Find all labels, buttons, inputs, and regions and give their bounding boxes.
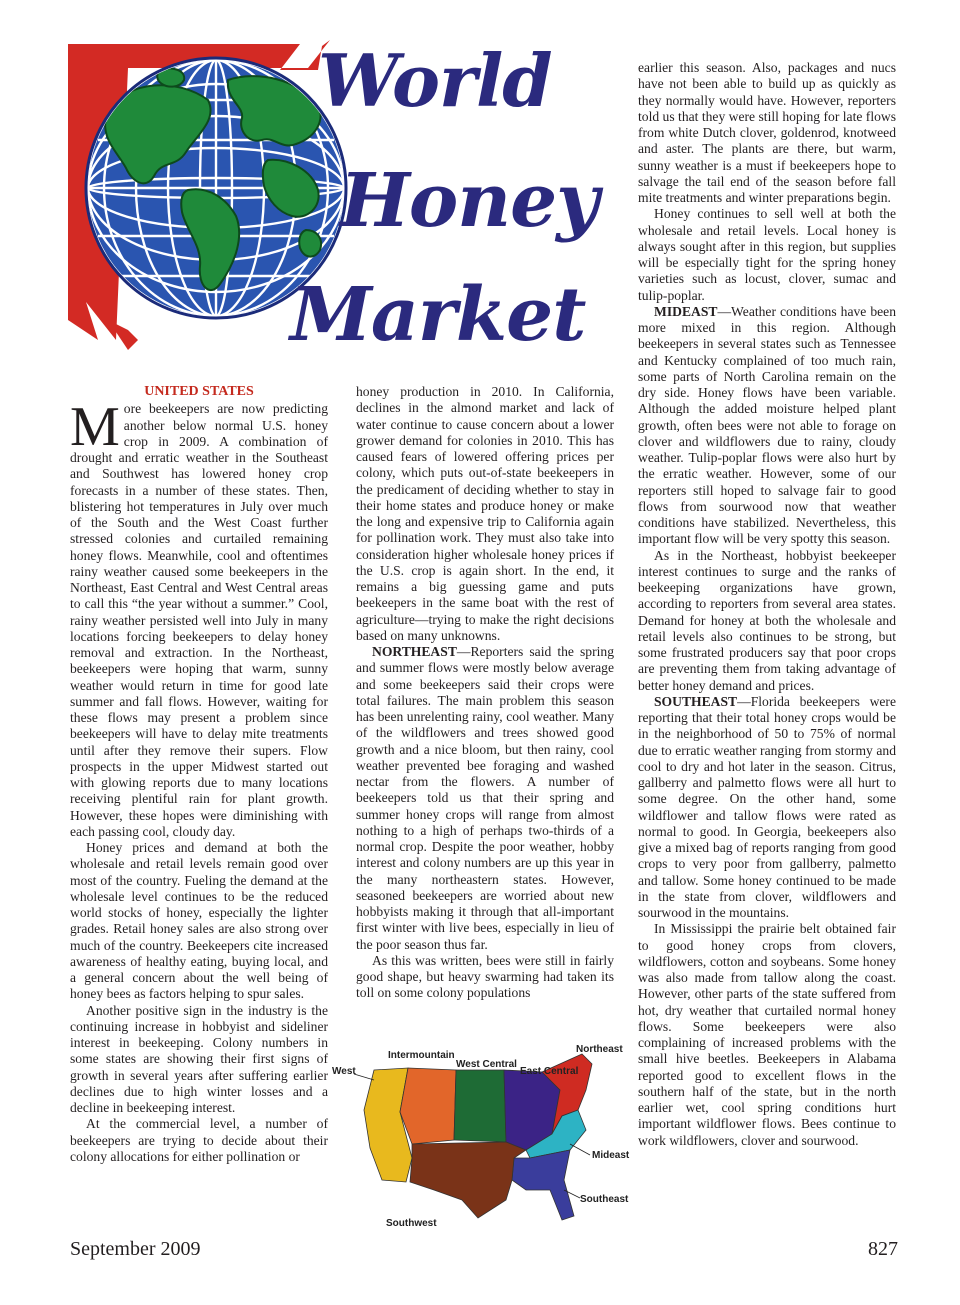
title-honey: Honey [340, 158, 599, 244]
paragraph: Another positive sign in the industry is the continuing increase in hobbyist and sideliner interest in beekeeping. Colony numbers in some states are showing their first signs of growth in several years after suffering earlier declines due to high winter losses and a decline in beekeeping interest. [70, 1002, 328, 1115]
paragraph: As this was written, bees were still in fairly good shape, but heavy swarming had taken its toll on some colony populations [356, 952, 614, 1001]
map-label-mideast: Mideast [592, 1150, 630, 1161]
footer-date: September 2009 [70, 1238, 201, 1260]
paragraph: In Mississippi the prairie belt obtained fair to good honey crops from clovers, wildflowers, cotton and soybeans. Some honey was also made from tallow along the coast. However, other parts of the state suffered from hot, dry weather that curtailed normal honey flows. Some beekeepers were also complaining of increased problems with the small hive beetles. Beekeepers in Alabama reported good to excellent flows in the southern half of the state, but in the north earlier wet, cool spring conditions hurt important wildflower flows. Bees continue to work wildflowers, clover and sourwood. [638, 921, 896, 1148]
paragraph: As in the Northeast, hobbyist beekeeper interest continues to surge and the ranks of beekeeping organizations have grown, according to reporters from several area states. Demand for honey at both the wholesale and retail levels also continues to be strong, but some frustrated producers say that poor crops are preventing them from taking advantage of better honey demand and prices. [638, 547, 896, 693]
map-label-west: West [332, 1066, 356, 1077]
title-market: Market [290, 272, 586, 358]
paragraph: Honey prices and demand at both the wholesale and retail levels remain good over most of the country. Fueling the demand at the wholesale level continues to be the reduced world stocks of honey, especially the lighter grades. Retail honey sales are also strong over much of the country. Beekeepers cite increased awareness of healthy eating, buying local, and a general concern about the well being of honey bees as factors helping to spur sales. [70, 840, 328, 1002]
map-label-southwest: Southwest [386, 1218, 437, 1229]
map-label-west-central: West Central [456, 1059, 517, 1070]
map-label-southeast: Southeast [580, 1194, 629, 1205]
paragraph: NORTHEAST—Reporters said the spring and summer flows were mostly below average and some beekeepers said their crops were total failures. The main problem this season has been unrelenting rainy, cool weather. Many of the wildflowers and trees showed good growth and a nice bloom, but then rainy, cool weather prevented bee foraging and washed nectar from the flowers. A number of beekeepers told us that their spring and summer honey crops will range from almost nothing to a high of perhaps two-thirds of a normal crop. Despite the poor weather, hobby interest and colony numbers are up this year in the many northeastern states. However, seasoned beekeepers are worried about new hobbyists making it through that all-important first winter with live bees, especially in lieu of the poor season thus far. [356, 644, 614, 952]
title-world: World [318, 38, 552, 123]
paragraph: honey production in 2010. In California, declines in the almond market and lack of water continue to cause concern about a lower grower demand for colonies in 2010. This has caused fears of lowered offering prices per colony, which puts out-of-state beekeepers in the predicament of deciding whether to stay in their home states and produce honey or make the long and expensive trip to California again for pollination work. They must also take into consideration higher wholesale honey prices if the U.S. crop is again short. In the end, it remains a big guessing game and puts beekeepers in the same boat with the rest of agriculture—trying to make the right decisions based on many unknowns. [356, 384, 614, 643]
map-region-southwest [410, 1142, 526, 1218]
us-regions-map [330, 1040, 630, 1230]
map-label-east-central: East Central [520, 1066, 579, 1077]
map-region-southeast [512, 1150, 574, 1220]
paragraph: More beekeepers are now predicting another below normal U.S. honey crop in 2009. A combination of drought and erratic weather in the Southeast and Southwest has lowered honey crop forecasts in a number of these states. Then, blistering hot temperatures in July over much of the South and the West Coast further stressed colonies and curtailed remaining honey flows. Meanwhile, cool and oftentimes rainy weather caused some beekeepers in the Northeast, East Central and West Central areas to call this “the year without a summer.” Cool, rainy weather persisted well into July in many locations forcing beekeepers to delay honey removal and extraction. In the Northeast, beekeepers were hoping that warm, sunny weather would return in time for good late summer and fall flows. However, waiting for these flows may present a problem since beekeepers will have to delay mite treatments until after they remove their supers. Flow prospects in the upper Midwest started out with glowing reports due to many locations receiving plentiful rain for plant growth. However, these hopes were diminishing with each passing cool, cloudy day. [70, 396, 328, 839]
paragraph: Honey continues to sell well at both the wholesale and retail levels. Local honey is always sought after in this region, but supplies will be especially tight for the spring honey varieties such as locust, clover, sumac and tulip-poplar. [638, 206, 896, 303]
region-heading-mideast: MIDEAST [654, 303, 718, 319]
paragraph: earlier this season. Also, packages and nucs have not been able to build up as quickly as they normally would have. However, reporters told us that they were still hoping for late flows from white Dutch clover, goldenrod, knotweed and aster. The plants are there, but warm, sunny weather is a must if beekeepers hope to salvage the tail end of the season before fall mite treatments and winter preparations begin. [638, 60, 896, 205]
column-1 [70, 384, 328, 1165]
paragraph: MIDEAST—Weather conditions have been more mixed in this region. Although beekeepers in several states such as Tennessee and Kentucky complained of too much rain, some parts of North Carolina remain on the dry side. Honey flows have been variable. Although the added moisture helped plant growth, often bees were not able to forage on clover and wildflowers due to rainy, cloudy weather. Tulip-poplar flows were also hurt by the erratic weather. However, some of our reporters still hoped to salvage fair to good flows from sourwood now that weather conditions have stabilized. Nevertheless, this important flow will be very spotty this season. [638, 303, 896, 547]
column-2 [356, 384, 614, 1002]
paragraph: At the commercial level, a number of beekeepers are trying to decide about their colony allocations for either pollination or [70, 1116, 328, 1164]
drop-cap: M [70, 396, 120, 459]
section-heading-united-states: UNITED STATES [144, 384, 254, 399]
map-label-northeast: Northeast [576, 1044, 623, 1055]
world-honey-market-logo [68, 40, 628, 370]
map-label-intermountain: Intermountain [388, 1050, 455, 1061]
region-heading-southeast: SOUTHEAST [654, 693, 738, 709]
map-region-west-central [454, 1070, 506, 1142]
paragraph: SOUTHEAST—Florida beekeepers were reporting that their total honey crops would be in the neighborhood of 50 to 75% of normal due to erratic weather ranging from stormy and cool to dry and hot later in the season. Citrus, gallberry and palmetto flows were all hurt to some degree. On the other hand, some wildflower and tallow flows were rated as normal to good. In Georgia, beekeepers also give a mixed bag of reports ranging from good crops to very poor from gallberry, palmetto and tallow. Some honey continued to be made in the state from clover, wildflowers and sourwood in the mountains. [638, 693, 896, 920]
map-region-intermountain [400, 1068, 456, 1144]
page-number: 827 [868, 1238, 898, 1260]
region-heading-northeast: NORTHEAST [372, 644, 457, 659]
column-3 [638, 60, 896, 1149]
